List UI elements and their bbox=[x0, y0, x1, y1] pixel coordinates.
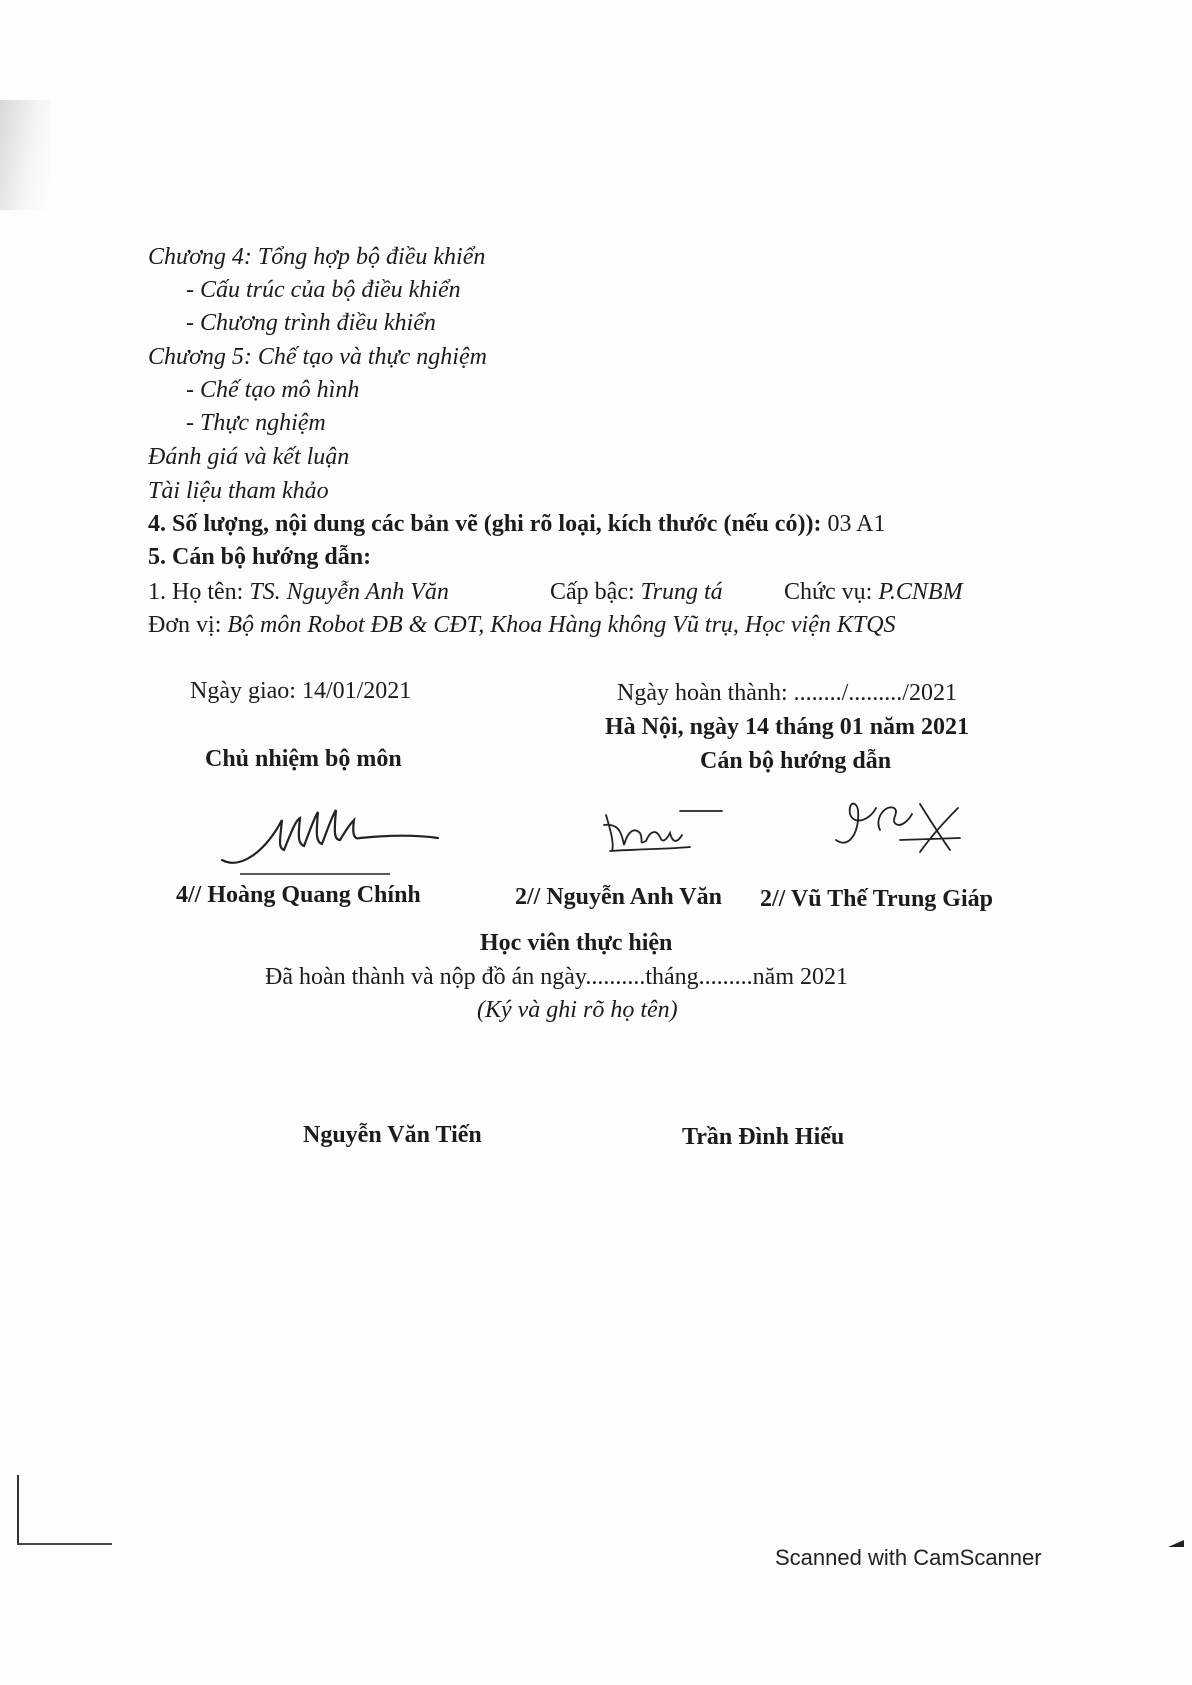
head-name: 4// Hoàng Quang Chính bbox=[176, 882, 421, 908]
rank-label: Cấp bậc: bbox=[550, 579, 635, 605]
completion-date: Ngày hoàn thành: ......../........./2021 bbox=[617, 680, 957, 706]
submitted-line: Đã hoàn thành và nộp đồ án ngày..........tháng.........năm 2021 bbox=[265, 964, 848, 990]
chapter-5-title: Chương 5: Chế tạo và thực nghiệm bbox=[148, 344, 487, 370]
assigned-date: Ngày giao: 14/01/2021 bbox=[190, 678, 412, 704]
advisor2-name: 2// Vũ Thế Trung Giáp bbox=[760, 886, 993, 912]
advisor2-signature bbox=[830, 790, 970, 865]
chapter-4-title: Chương 4: Tổng hợp bộ điều khiển bbox=[148, 244, 486, 270]
section-4 bbox=[148, 509, 885, 539]
section-4-value: 03 A1 bbox=[827, 511, 886, 537]
unit-label: Đơn vị: bbox=[148, 612, 222, 638]
student-2-name: Trần Đình Hiếu bbox=[682, 1124, 845, 1150]
scanner-watermark: Scanned with CamScanner bbox=[775, 1545, 1042, 1570]
position-label: Chức vụ: bbox=[784, 579, 873, 605]
unit-row bbox=[148, 610, 896, 640]
advisor1-signature bbox=[600, 805, 730, 860]
scan-corner-mark bbox=[1168, 1540, 1184, 1547]
name-label: 1. Họ tên: bbox=[148, 579, 244, 605]
name-value: TS. Nguyễn Anh Văn bbox=[249, 579, 449, 605]
advisor1-name: 2// Nguyễn Anh Văn bbox=[515, 884, 722, 910]
position-value: P.CNBM bbox=[878, 579, 963, 605]
head-signature bbox=[210, 790, 450, 880]
references-line: Tài liệu tham khảo bbox=[148, 478, 329, 504]
student-1-name: Nguyễn Văn Tiến bbox=[303, 1122, 482, 1148]
sign-note: (Ký và ghi rõ họ tên) bbox=[477, 997, 678, 1023]
chapter-4-item: - Chương trình điều khiển bbox=[186, 310, 436, 336]
students-title: Học viên thực hiện bbox=[480, 930, 673, 956]
advisor-title: Cán bộ hướng dẫn bbox=[700, 748, 892, 774]
section-5-label: 5. Cán bộ hướng dẫn: bbox=[148, 544, 372, 570]
section-4-label: 4. Số lượng, nội dung các bản vẽ (ghi rõ loại, kích thước (nếu có)): bbox=[148, 511, 822, 537]
unit-value: Bộ môn Robot ĐB & CĐT, Khoa Hàng không Vũ trụ, Học viện KTQS bbox=[227, 612, 896, 638]
advisor-name-row bbox=[148, 577, 449, 607]
head-title: Chủ nhiệm bộ môn bbox=[205, 746, 402, 772]
rank-value: Trung tá bbox=[640, 579, 723, 605]
evaluation-line: Đánh giá và kết luận bbox=[148, 444, 350, 470]
place-date: Hà Nội, ngày 14 tháng 01 năm 2021 bbox=[605, 714, 970, 740]
chapter-5-item: - Chế tạo mô hình bbox=[186, 377, 360, 403]
chapter-5-item: - Thực nghiệm bbox=[186, 410, 326, 436]
scan-shadow bbox=[0, 100, 50, 210]
advisor-position-row bbox=[784, 577, 963, 607]
scan-corner-line bbox=[17, 1475, 19, 1545]
advisor-rank-row bbox=[550, 577, 723, 607]
chapter-4-item: - Cấu trúc của bộ điều khiển bbox=[186, 277, 461, 303]
scan-corner-line bbox=[17, 1543, 112, 1545]
